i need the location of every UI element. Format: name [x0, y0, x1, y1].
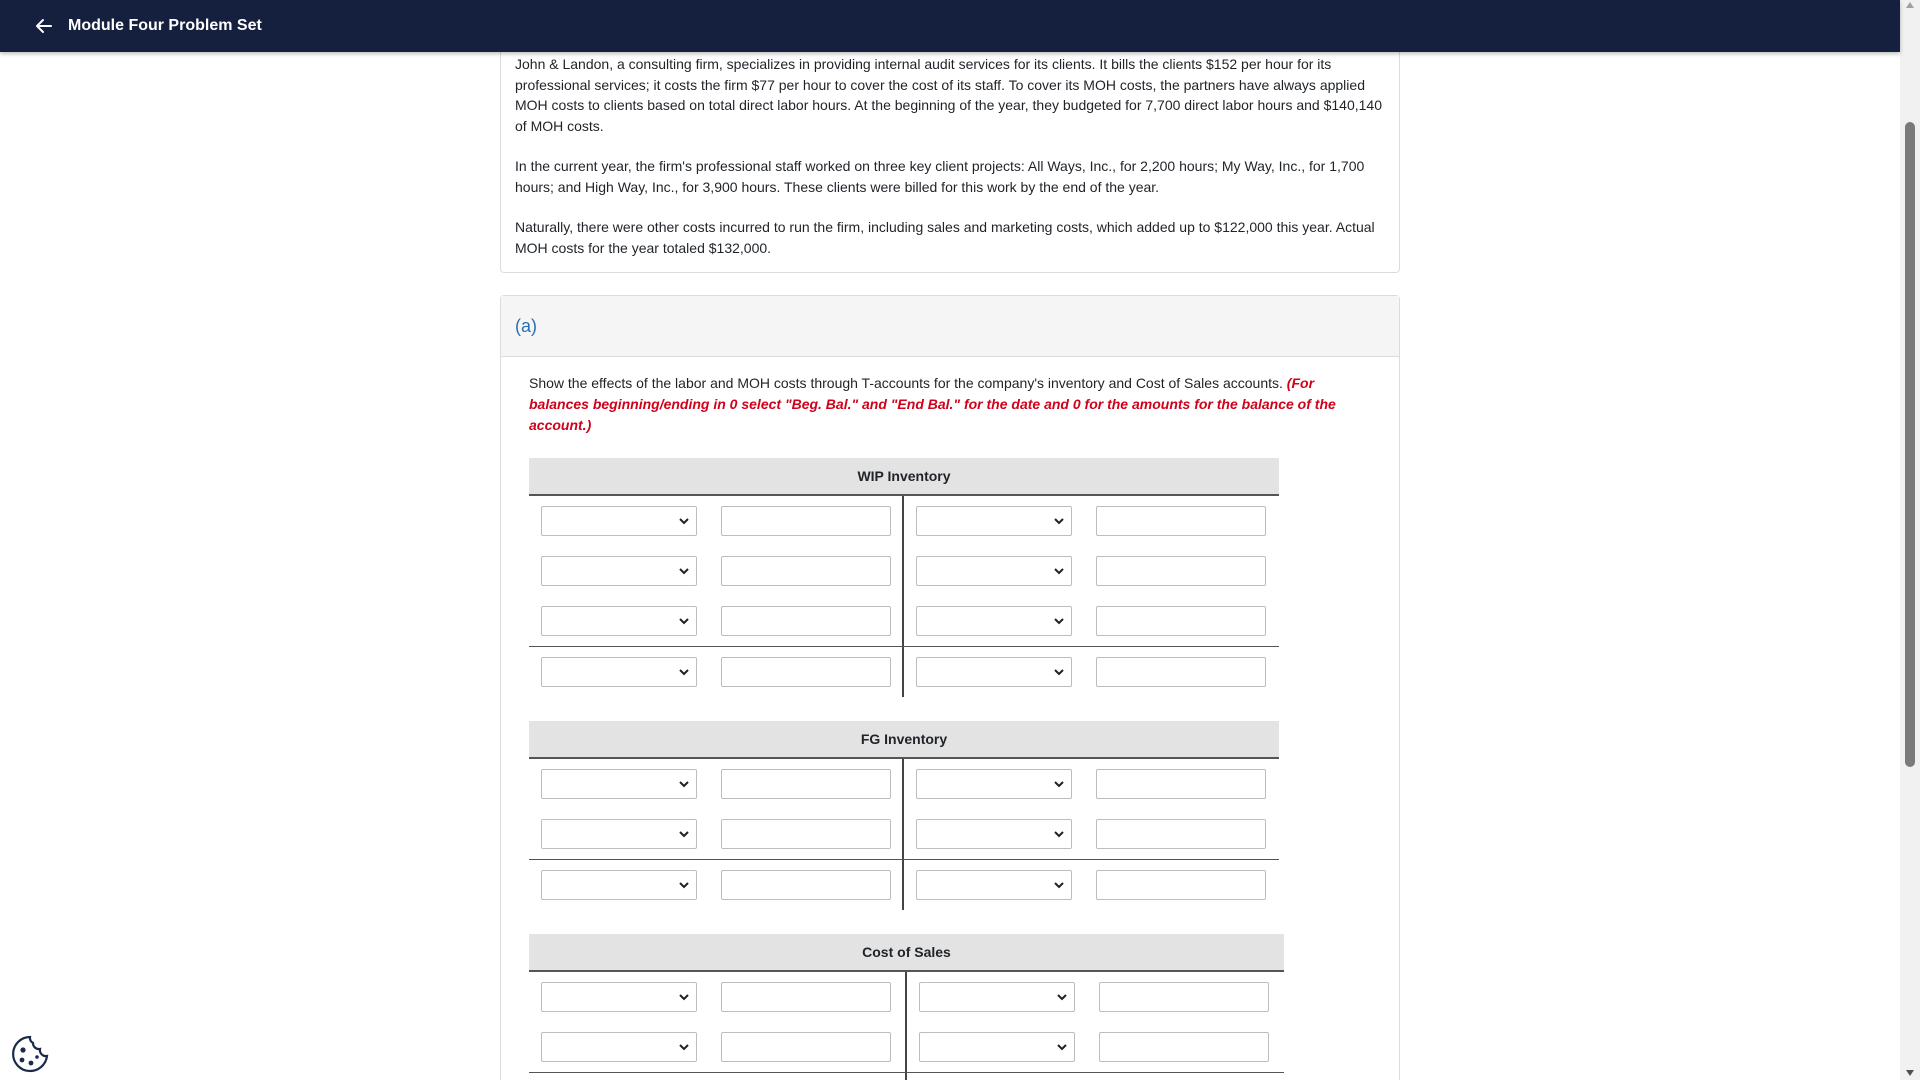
debit-date-select[interactable]: [541, 982, 697, 1012]
problem-statement: [500, 52, 1400, 273]
chevron-down-icon: [678, 666, 690, 678]
debit-side: [529, 647, 904, 697]
t-account-fg-inventory: [529, 721, 1279, 910]
credit-amount-input[interactable]: [1096, 657, 1266, 687]
credit-date-select[interactable]: [916, 769, 1072, 799]
chevron-down-icon: [1053, 778, 1065, 790]
debit-date-select[interactable]: [541, 769, 697, 799]
instruction-text: Show the effects of the labor and MOH costs through T-accounts for the company's inventory and Cost of Sales accounts.: [529, 375, 1283, 391]
chevron-down-icon: [678, 991, 690, 1003]
t-account-row: [529, 1022, 1284, 1072]
top-bar: [0, 0, 1900, 52]
scrollbar-thumb[interactable]: [1905, 122, 1915, 767]
credit-side: [907, 1073, 1285, 1080]
credit-date-select[interactable]: [916, 657, 1072, 687]
t-account-title: WIP Inventory: [529, 458, 1279, 496]
debit-side: [529, 1022, 907, 1072]
page-title: Module Four Problem Set: [68, 17, 262, 34]
credit-side: [904, 647, 1279, 697]
t-account-row: [529, 546, 1279, 596]
t-account-body: [529, 972, 1284, 1080]
scroll-up-icon[interactable]: [1906, 2, 1914, 8]
t-account-body: [529, 496, 1279, 697]
credit-date-select[interactable]: [919, 1032, 1075, 1062]
arrow-left-icon: [34, 16, 54, 36]
debit-side: [529, 546, 904, 596]
credit-amount-input[interactable]: [1096, 606, 1266, 636]
problem-paragraph-3: Naturally, there were other costs incurred to run the firm, including sales and marketing costs, which added up to $122,000 this year. Actual MOH costs for the year totaled $132,000.: [515, 219, 1375, 256]
credit-amount-input[interactable]: [1096, 506, 1266, 536]
debit-side: [529, 596, 904, 646]
debit-amount-input[interactable]: [721, 556, 891, 586]
debit-amount-input[interactable]: [721, 657, 891, 687]
t-account-balance-row: [529, 646, 1279, 697]
debit-amount-input[interactable]: [721, 606, 891, 636]
chevron-down-icon: [1053, 828, 1065, 840]
chevron-down-icon: [1053, 666, 1065, 678]
part-a-instructions: [529, 373, 1371, 436]
cookie-icon: [10, 1034, 50, 1074]
chevron-down-icon: [678, 828, 690, 840]
chevron-down-icon: [678, 615, 690, 627]
instruction-note: (For balances beginning/ending in 0 select "Beg. Bal." and "End Bal." for the date and 0 for the amounts for the balance of the account.): [529, 375, 1336, 433]
cookie-settings-button[interactable]: [10, 1034, 50, 1074]
t-account-balance-row: [529, 859, 1279, 910]
debit-date-select[interactable]: [541, 870, 697, 900]
t-account-title: FG Inventory: [529, 721, 1279, 759]
t-account-row: [529, 972, 1284, 1022]
credit-amount-input[interactable]: [1096, 769, 1266, 799]
chevron-down-icon: [678, 778, 690, 790]
problem-paragraph-1: John & Landon, a consulting firm, specializes in providing internal audit services for its clients. It bills the clients $152 per hour for its professional services; it costs the firm $77 per hour to cover the cost of its staff. To cover its MOH costs, the partners have always applied MOH costs to clients based on total direct labor hours. At the beginning of the year, they budgeted for 7,700 direct labor hours and $140,140 of MOH costs.: [515, 56, 1382, 134]
debit-amount-input[interactable]: [721, 506, 891, 536]
chevron-down-icon: [1053, 615, 1065, 627]
t-account-body: [529, 759, 1279, 910]
part-a-panel: [500, 295, 1400, 1080]
credit-side: [907, 1022, 1285, 1072]
debit-side: [529, 759, 904, 809]
credit-date-select[interactable]: [919, 982, 1075, 1012]
debit-amount-input[interactable]: [721, 870, 891, 900]
chevron-down-icon: [678, 515, 690, 527]
chevron-down-icon: [678, 565, 690, 577]
problem-paragraph-2: In the current year, the firm's professional staff worked on three key client projects: All Ways, Inc., for 2,200 hours; My Way, Inc., for 1,700 hours; and High Way, Inc., for 3,900 hours. These clients were billed for this work by the end of the year.: [515, 158, 1365, 195]
credit-side: [907, 972, 1285, 1022]
part-a-label: (a): [515, 315, 537, 336]
credit-amount-input[interactable]: [1096, 556, 1266, 586]
t-account-title: Cost of Sales: [529, 934, 1284, 972]
debit-date-select[interactable]: [541, 819, 697, 849]
debit-amount-input[interactable]: [721, 1032, 891, 1062]
credit-side: [904, 860, 1279, 910]
debit-date-select[interactable]: [541, 556, 697, 586]
credit-amount-input[interactable]: [1096, 870, 1266, 900]
debit-side: [529, 1073, 907, 1080]
credit-side: [904, 596, 1279, 646]
debit-date-select[interactable]: [541, 1032, 697, 1062]
t-account-row: [529, 596, 1279, 646]
t-account-row: [529, 759, 1279, 809]
part-a-header: [501, 296, 1399, 357]
credit-date-select[interactable]: [916, 606, 1072, 636]
credit-date-select[interactable]: [916, 556, 1072, 586]
debit-side: [529, 860, 904, 910]
credit-amount-input[interactable]: [1099, 982, 1269, 1012]
chevron-down-icon: [1053, 515, 1065, 527]
chevron-down-icon: [1056, 991, 1068, 1003]
scroll-down-icon[interactable]: [1906, 1070, 1914, 1076]
debit-date-select[interactable]: [541, 606, 697, 636]
part-a-body: [501, 357, 1399, 1080]
chevron-down-icon: [1053, 565, 1065, 577]
main-content: [500, 52, 1400, 1080]
debit-amount-input[interactable]: [721, 819, 891, 849]
debit-side: [529, 972, 907, 1022]
t-account-row: [529, 496, 1279, 546]
chevron-down-icon: [1053, 879, 1065, 891]
credit-date-select[interactable]: [916, 870, 1072, 900]
content-scroll-area: [0, 52, 1900, 1080]
debit-amount-input[interactable]: [721, 769, 891, 799]
chevron-down-icon: [678, 879, 690, 891]
t-account-balance-row: [529, 1072, 1284, 1080]
credit-side: [904, 546, 1279, 596]
credit-side: [904, 759, 1279, 809]
debit-side: [529, 496, 904, 546]
debit-amount-input[interactable]: [721, 982, 891, 1012]
t-account-row: [529, 809, 1279, 859]
chevron-down-icon: [1056, 1041, 1068, 1053]
debit-date-select[interactable]: [541, 657, 697, 687]
vertical-scrollbar[interactable]: [1900, 0, 1920, 1080]
credit-date-select[interactable]: [916, 506, 1072, 536]
t-account-cost-of-sales: [529, 934, 1284, 1080]
credit-side: [904, 496, 1279, 546]
credit-amount-input[interactable]: [1096, 819, 1266, 849]
credit-amount-input[interactable]: [1099, 1032, 1269, 1062]
debit-side: [529, 809, 904, 859]
credit-side: [904, 809, 1279, 859]
credit-date-select[interactable]: [916, 819, 1072, 849]
chevron-down-icon: [678, 1041, 690, 1053]
t-account-wip-inventory: [529, 458, 1279, 697]
back-button[interactable]: [34, 16, 54, 36]
debit-date-select[interactable]: [541, 506, 697, 536]
